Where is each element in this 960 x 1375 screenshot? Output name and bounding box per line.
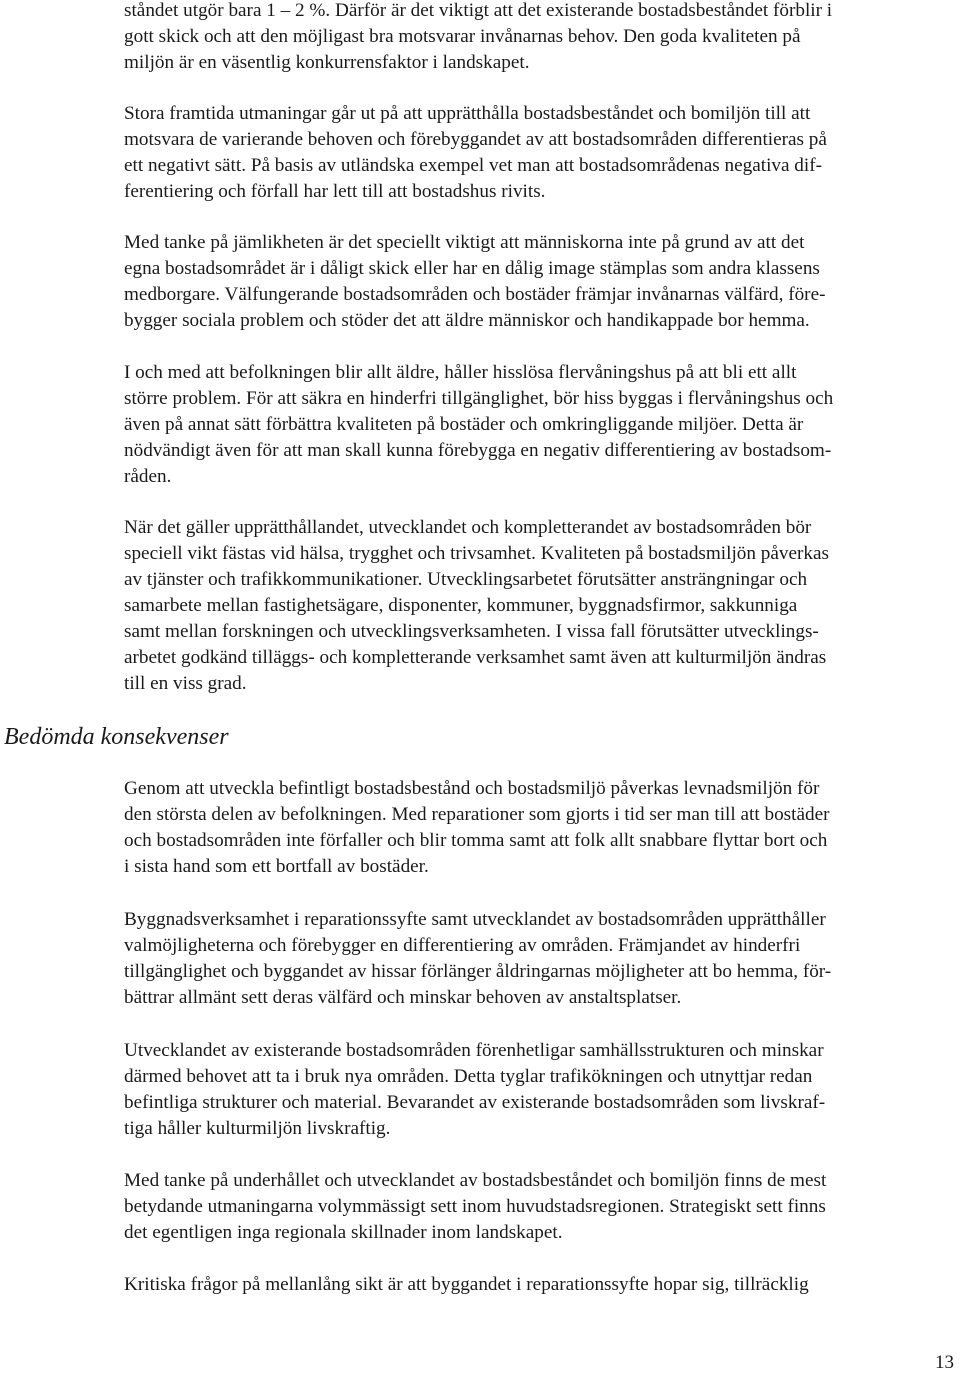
text-line: tiga håller kulturmiljön livskraftig. — [124, 1118, 391, 1139]
text-line: bättrar allmänt sett deras välfärd och minskar behoven av anstaltsplatser. — [124, 987, 682, 1008]
text-line: ett negativt sätt. På basis av utländska exempel vet man att bostadsområdenas negativa dif- — [124, 155, 823, 176]
text-line: medborgare. Välfungerande bostadsområden och bostäder främjar invånarnas välfärd, före- — [124, 284, 826, 305]
paragraph-2 — [124, 101, 956, 205]
text-line: miljön är en väsentlig konkurrensfaktor i landskapet. — [124, 52, 530, 73]
text-line: Byggnadsverksamhet i reparationssyfte samt utvecklandet av bostadsområden upprätthåller — [124, 909, 826, 930]
text-line: samarbete mellan fastighetsägare, disponenter, kommuner, byggnadsfirmor, sakkunniga — [124, 595, 798, 616]
text-line: Genom att utveckla befintligt bostadsbestånd och bostadsmiljö påverkas levnadsmiljön för — [124, 778, 820, 799]
text-line: speciell vikt fästas vid hälsa, trygghet och trivsamhet. Kvaliteten på bostadsmiljön påverkas — [124, 543, 829, 564]
text-line: råden. — [124, 466, 172, 487]
text-line: därmed behovet att ta i bruk nya områden. Detta tyglar trafikökningen och utnyttjar redan — [124, 1066, 813, 1087]
text-line: Med tanke på underhållet och utvecklandet av bostadsbeståndet och bomiljön finns de mest — [124, 1170, 827, 1191]
paragraph-8 — [124, 1038, 956, 1142]
text-line: nödvändigt även för att man skall kunna förebygga en negativ differentiering av bostadsom- — [124, 440, 832, 461]
text-line: tillgänglighet och byggandet av hissar förlänger åldringarnas möjligheter att bo hemma, för- — [124, 961, 832, 982]
text-line: Kritiska frågor på mellanlång sikt är att byggandet i reparationssyfte hopar sig, tillräcklig — [124, 1274, 809, 1295]
paragraph-1 — [124, 0, 956, 76]
paragraph-4 — [124, 360, 956, 490]
paragraph-6 — [124, 776, 956, 880]
text-line: betydande utmaningarna volymmässigt sett inom huvudstadsregionen. Strategiskt sett finns — [124, 1196, 826, 1217]
text-line: av tjänster och trafikkommunikationer. Utvecklingsarbetet förutsätter ansträngningar och — [124, 569, 808, 590]
page-number: 13 — [935, 1352, 954, 1373]
text-line: valmöjligheterna och förebygger en differentiering av områden. Främjandet av hinderfri — [124, 935, 801, 956]
text-line: till en viss grad. — [124, 673, 247, 694]
text-line: egna bostadsområdet är i dåligt skick eller har en dålig image stämplas som andra klassens — [124, 258, 820, 279]
paragraph-10 — [124, 1272, 956, 1298]
section-heading: Bedömda konsekvenser — [4, 724, 229, 750]
text-line: När det gäller upprätthållandet, utvecklandet och kompletterandet av bostadsområden bör — [124, 517, 812, 538]
text-line: den största delen av befolkningen. Med reparationer som gjorts i tid ser man till att bostäder — [124, 804, 830, 825]
text-line: befintliga strukturer och material. Bevarandet av existerande bostadsområden som livskraf- — [124, 1092, 826, 1113]
text-line: ståndet utgör bara 1 – 2 %. Därför är det viktigt att det existerande bostadsbeståndet förblir i — [124, 0, 833, 21]
paragraph-3 — [124, 230, 956, 334]
text-line: arbetet godkänd tilläggs- och kompletterande verksamhet samt även att kulturmiljön ändras — [124, 647, 827, 668]
text-line: i sista hand som ett bortfall av bostäder. — [124, 856, 429, 877]
text-line: det egentligen inga regionala skillnader inom landskapet. — [124, 1222, 563, 1243]
text-line: ferentiering och förfall har lett till att bostadshus rivits. — [124, 181, 546, 202]
text-line: samt mellan forskningen och utvecklingsverksamheten. I vissa fall förutsätter utvecklings- — [124, 621, 819, 642]
text-line: Stora framtida utmaningar går ut på att upprätthålla bostadsbeståndet och bomiljön till att — [124, 103, 811, 124]
text-line: gott skick och att den möjligast bra motsvarar invånarnas behov. Den goda kvaliteten på — [124, 26, 801, 47]
text-line: Utvecklandet av existerande bostadsområden förenhetligar samhällsstrukturen och minskar — [124, 1040, 824, 1061]
text-line: motsvara de varierande behoven och förebyggandet av att bostadsområden differentieras på — [124, 129, 827, 150]
paragraph-5 — [124, 515, 956, 697]
text-line: även på annat sätt förbättra kvaliteten på bostäder och omkringliggande miljöer. Detta är — [124, 414, 804, 435]
paragraph-7 — [124, 907, 956, 1011]
paragraph-9 — [124, 1168, 956, 1246]
text-line: I och med att befolkningen blir allt äldre, håller hisslösa flervåningshus på att bli ett allt — [124, 362, 797, 383]
text-line: och bostadsområden inte förfaller och blir tomma samt att folk allt snabbare flyttar bort och — [124, 830, 828, 851]
text-line: större problem. För att säkra en hinderfri tillgänglighet, bör hiss byggas i flervåningshus och — [124, 388, 834, 409]
text-line: bygger sociala problem och stöder det att äldre människor och handikappade bor hemma. — [124, 310, 810, 331]
text-line: Med tanke på jämlikheten är det speciellt viktigt att människorna inte på grund av att det — [124, 232, 805, 253]
